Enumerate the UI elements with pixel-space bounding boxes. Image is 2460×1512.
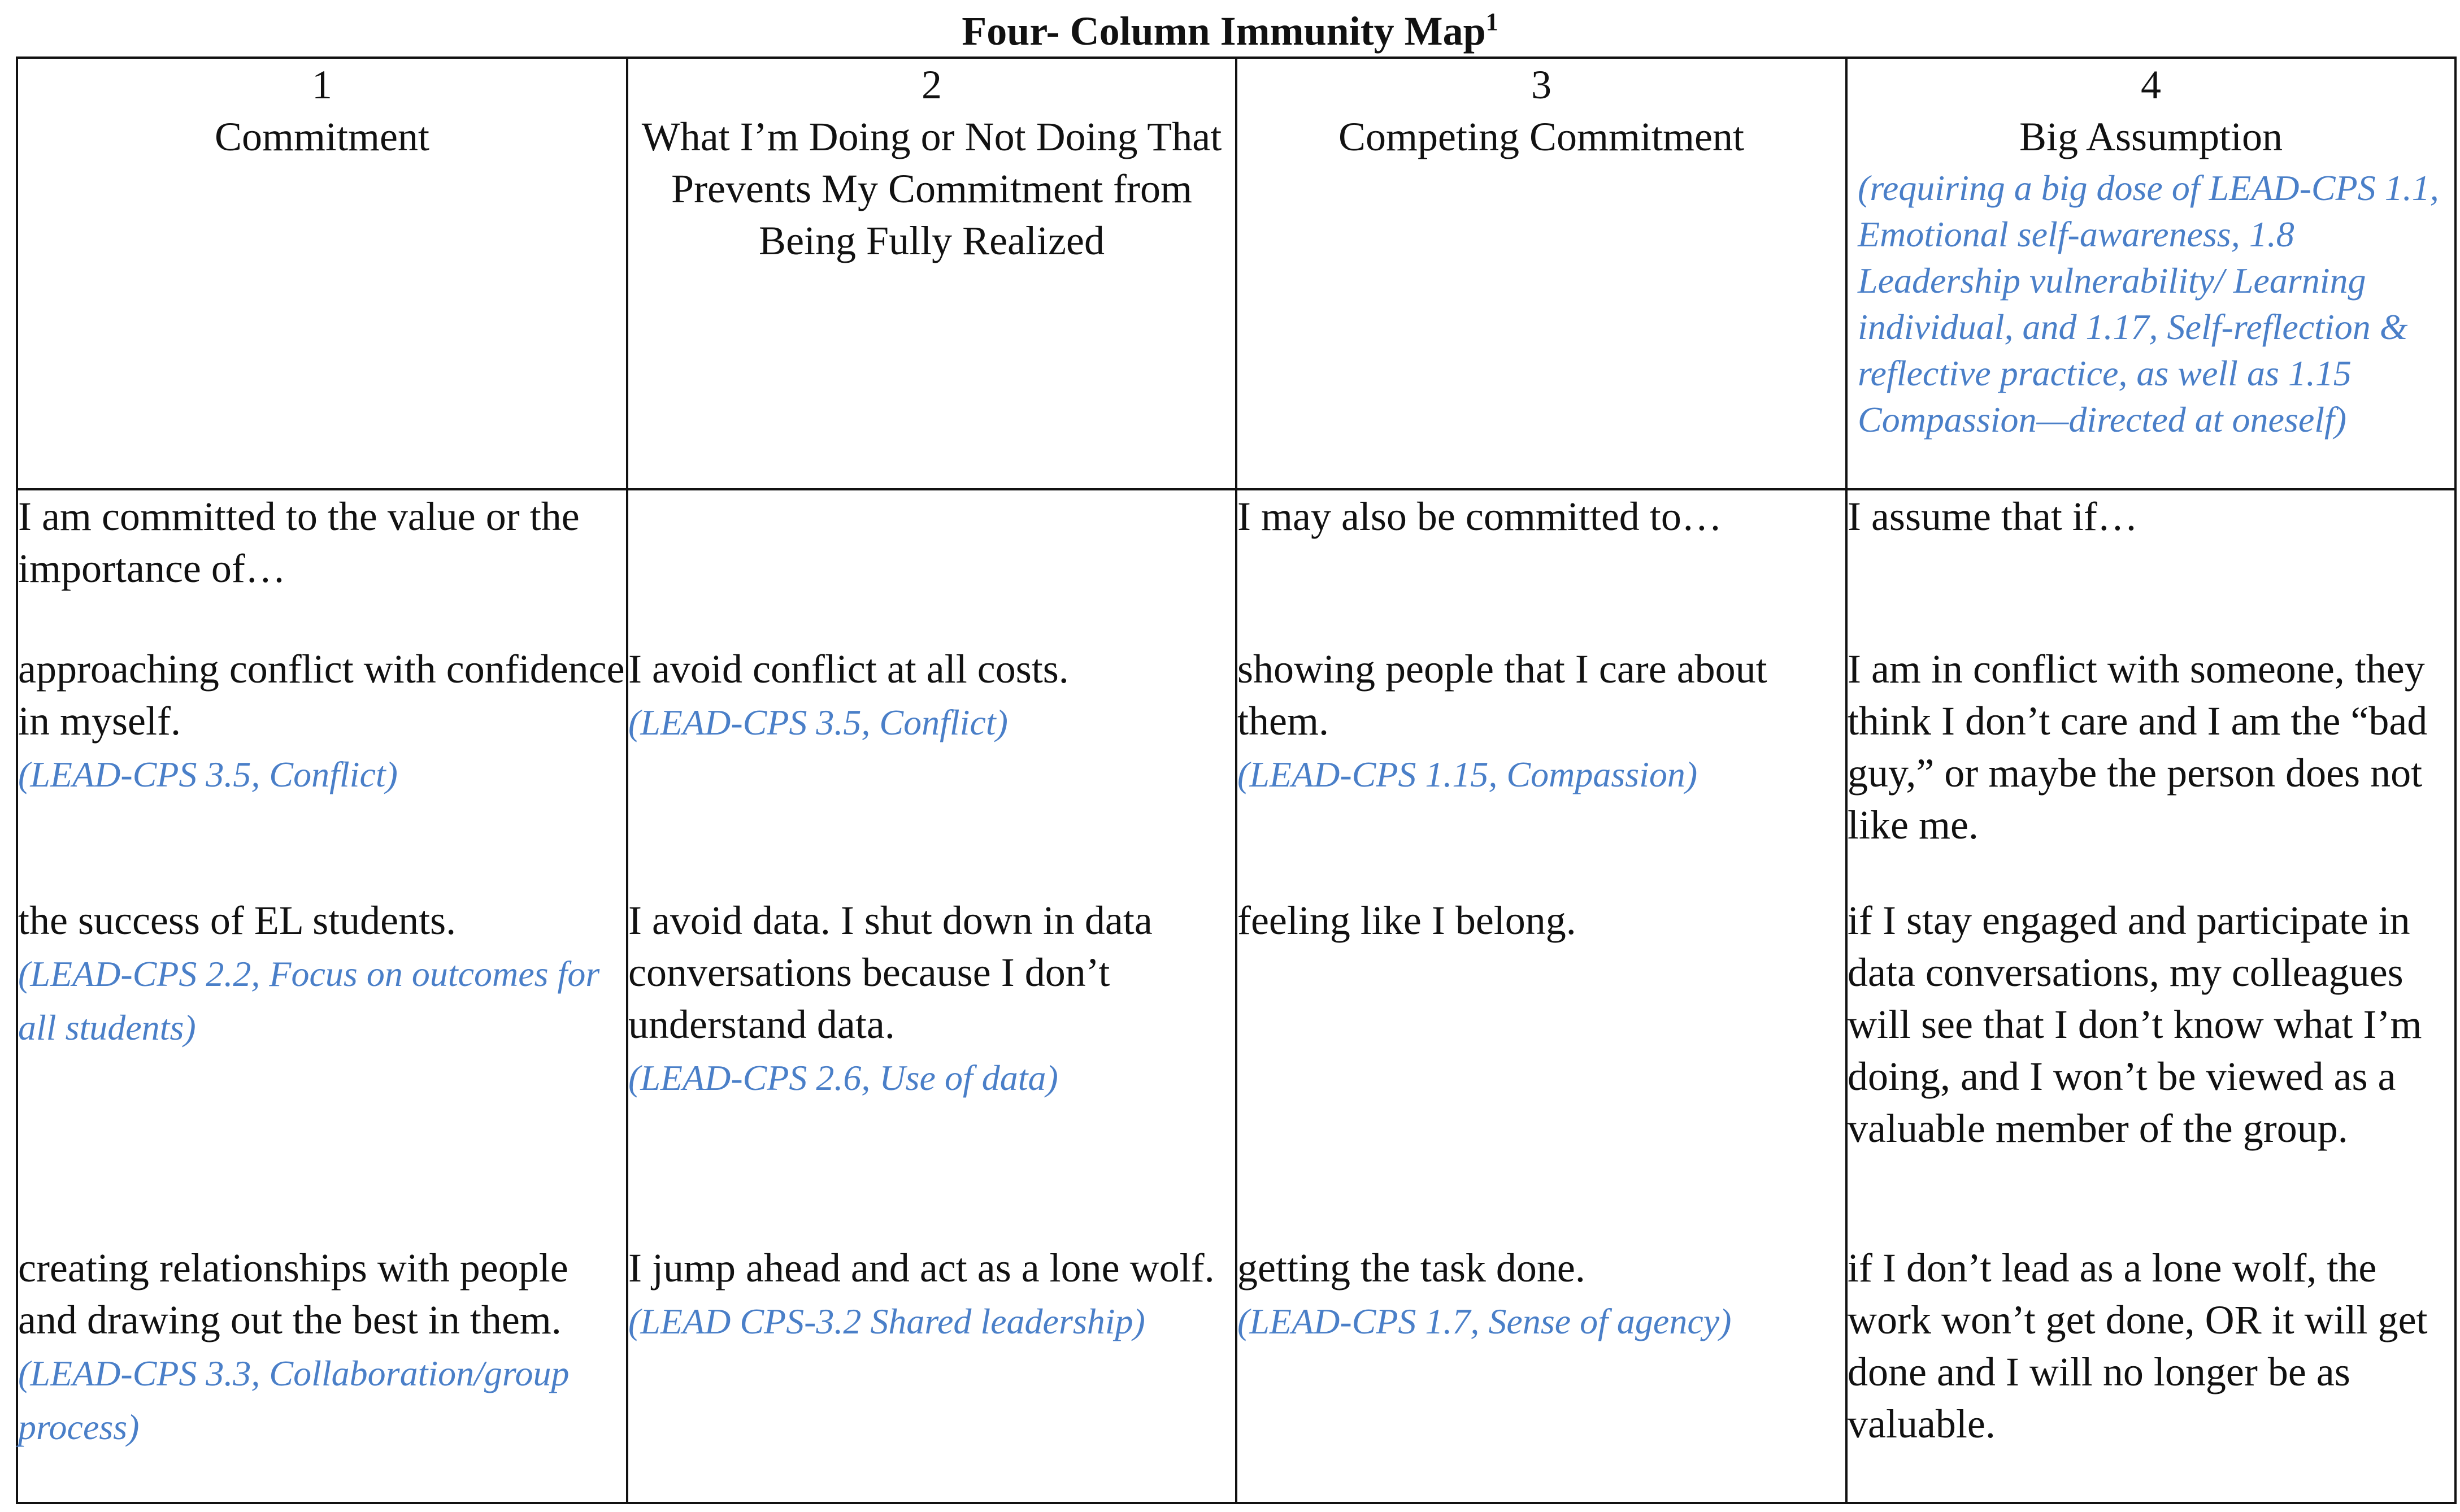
column-heading: Competing Commitment: [1338, 114, 1744, 159]
competing-commitment-entry: [1237, 1242, 1845, 1502]
column-intro: [628, 490, 1235, 643]
map-title: [0, 6, 2460, 57]
column-heading: Commitment: [214, 114, 429, 159]
column-body-1: [17, 489, 627, 1503]
entry-text: I jump ahead and act as a lone wolf.: [628, 1245, 1215, 1291]
competing-commitment-entry: [1237, 643, 1845, 894]
title-footnote-marker: 1: [1485, 8, 1498, 36]
entry-reference: (LEAD-CPS 2.6, Use of data): [628, 1058, 1058, 1098]
column-body-3: [1236, 489, 1846, 1503]
column-number: 1: [312, 62, 332, 107]
entry-reference: (LEAD-CPS 3.3, Collaboration/group process): [18, 1353, 570, 1447]
header-row: [17, 58, 2455, 489]
column-header-1: [17, 58, 627, 489]
column-intro: I assume that if…: [1848, 494, 2138, 539]
commitment-entry: [18, 894, 626, 1242]
entry-text: I avoid conflict at all costs.: [628, 646, 1069, 692]
entry-reference: (LEAD-CPS 2.2, Focus on outcomes for all students): [18, 954, 600, 1048]
column-heading: What I’m Doing or Not Doing That Prevents My Commitment from Being Fully Realized: [641, 114, 1222, 263]
column-body-4: [1846, 489, 2455, 1503]
entry-text: if I don’t lead as a lone wolf, the work won’t get done, OR it will get done and I will no longer be as valuable.: [1848, 1245, 2428, 1446]
entry-text: creating relationships with people and drawing out the best in them.: [18, 1245, 568, 1342]
entry-reference: (LEAD-CPS 1.15, Compassion): [1237, 754, 1698, 794]
map-title-text: Four- Column Immunity Map: [962, 8, 1486, 54]
behavior-entry: [628, 1242, 1235, 1502]
big-assumption-entry: [1848, 643, 2454, 894]
behavior-entry: [628, 894, 1235, 1242]
column-intro: I am committed to the value or the importance of…: [18, 494, 580, 591]
entry-text: I am in conflict with someone, they think I don’t care and I am the “bad guy,” or maybe the person does not like me.: [1848, 646, 2428, 848]
entry-text: the success of EL students.: [18, 898, 457, 943]
column-header-4: [1846, 58, 2455, 489]
column-heading-note: (requiring a big dose of LEAD-CPS 1.1, Emotional self-awareness, 1.8 Leadership vulnerability/ Learning individual, and 1.17, Self-reflection & reflective practice, as well as 1.15 Compassion—directed at oneself): [1858, 168, 2439, 440]
entry-text: showing people that I care about them.: [1237, 646, 1767, 744]
entry-text: feeling like I belong.: [1237, 898, 1576, 943]
column-header-2: [627, 58, 1236, 489]
entry-text: I avoid data. I shut down in data conversations because I don’t understand data.: [628, 898, 1153, 1047]
entry-reference: (LEAD CPS-3.2 Shared leadership): [628, 1301, 1145, 1341]
commitment-entry: [18, 643, 626, 894]
immunity-map-table: [16, 57, 2457, 1504]
competing-commitment-entry: [1237, 894, 1845, 1242]
entry-text: if I stay engaged and participate in data conversations, my colleagues will see that I don’t know what I’m doing, and I won’t be viewed as a valuable member of the group.: [1848, 898, 2422, 1151]
big-assumption-entry: [1848, 894, 2454, 1242]
entry-text: getting the task done.: [1237, 1245, 1585, 1291]
column-number: 2: [922, 62, 942, 107]
entry-reference: (LEAD-CPS 3.5, Conflict): [18, 754, 398, 794]
column-heading: Big Assumption: [2019, 114, 2283, 159]
column-header-3: [1236, 58, 1846, 489]
column-intro: I may also be committed to…: [1237, 494, 1722, 539]
entry-reference: (LEAD-CPS 3.5, Conflict): [628, 702, 1008, 742]
entry-reference: (LEAD-CPS 1.7, Sense of agency): [1237, 1301, 1732, 1341]
column-number: 3: [1531, 62, 1551, 107]
entry-text: approaching conflict with confidence in myself.: [18, 646, 625, 744]
body-row: [17, 489, 2455, 1503]
behavior-entry: [628, 643, 1235, 894]
commitment-entry: [18, 1242, 626, 1502]
big-assumption-entry: [1848, 1242, 2454, 1502]
column-number: 4: [2141, 62, 2161, 107]
column-body-2: [627, 489, 1236, 1503]
